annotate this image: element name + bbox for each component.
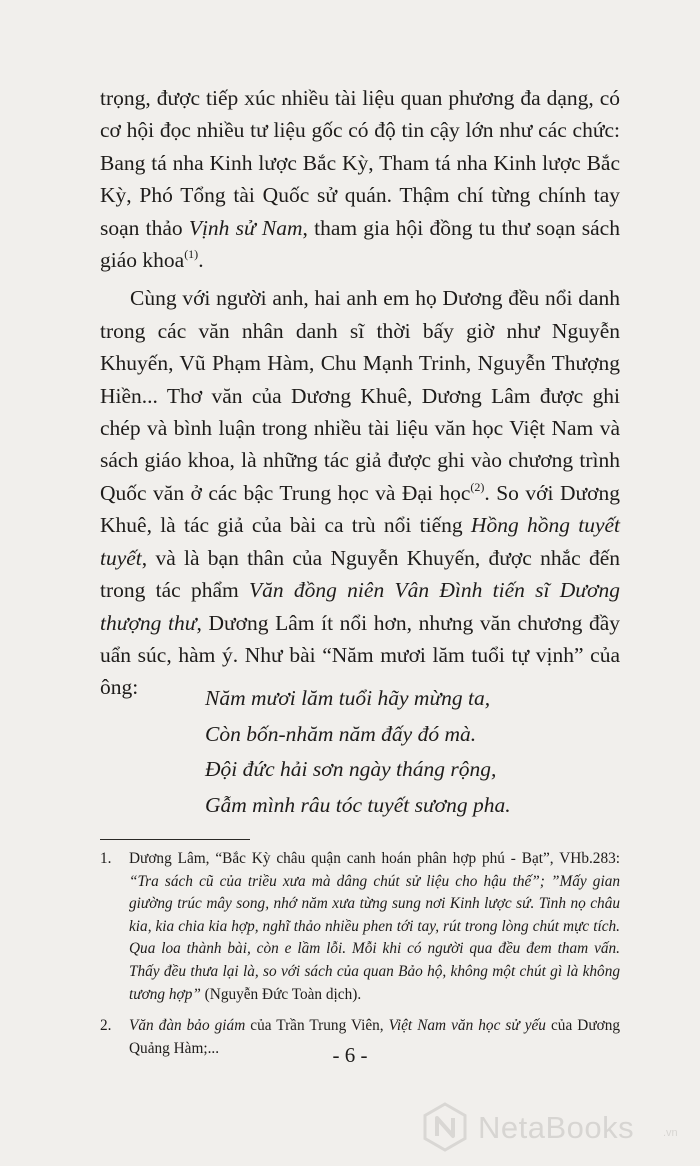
text-run: của Dương Quảng Hàm;... — [129, 1017, 620, 1057]
poem-block — [205, 681, 620, 823]
footnote-number: 1. — [100, 850, 112, 867]
text-run: Dương Lâm, “Bắc Kỳ châu quận canh hoán phân hợp phú - Bạt”, VHb.283: — [129, 850, 620, 867]
quote-italic: “Tra sách cũ của triều xưa mà dâng chút sử liệu cho hậu thế”; ”Mấy gian giường trúc mây song, nhớ năm xưa từng sung nơi Kinh lược sứ. Tinh nọ châu kia, kia chia kia hợp, nghĩ thảo nhiều phen tới tay, rút trong lòng chút mực tích. Qua loa thành bài, còn e lầm lỗi. Mỗi khi có người qua đều đem tham vấn. Thấy đều thưa lại là, so với sách của quan Bảo hộ, không một chút gì là không tương hợp” — [129, 872, 620, 1003]
footnote-1 — [100, 848, 620, 1006]
watermark — [420, 1098, 700, 1158]
text-run: (Nguyễn Đức Toàn dịch). — [200, 985, 362, 1003]
watermark-text: NetaBooks — [478, 1110, 635, 1145]
page-number: - 6 - — [332, 1043, 368, 1067]
text-run: trọng, được tiếp xúc nhiều tài liệu quan phương đa dạng, có cơ hội đọc nhiều tư liệu gốc có độ tin cậy lớn như các chức: Bang tá nha Kinh lược Bắc Kỳ, Tham tá nha Kinh lược Bắc Kỳ, Phó Tổng tài Quốc sử quán. Thậm chí từng chính tay soạn thảo — [100, 86, 620, 240]
work-title: Vịnh sử Nam — [188, 215, 303, 240]
footnote-number: 2. — [100, 1017, 112, 1035]
poem-line: Gẫm mình râu tóc tuyết sương pha. — [205, 792, 511, 817]
text-run: , và là bạn thân của Nguyễn Khuyến, được nhắc đến trong tác phẩm — [100, 545, 620, 603]
text-run: . So với Dương Khuê, là tác giả của bài ca trù nổi tiếng — [100, 480, 620, 538]
text-run: . — [198, 248, 204, 273]
paragraph-1 — [100, 82, 620, 276]
poem-line: Còn bốn-nhăm năm đấy đó mà. — [205, 721, 477, 746]
watermark-suffix: .vn — [663, 1127, 678, 1139]
footnote-ref-2[interactable]: (2) — [470, 479, 485, 494]
text-run: Cùng với người anh, hai anh em họ Dương đều nổi danh trong các văn nhân danh sĩ thời bấy giờ như Nguyễn Khuyến, Vũ Phạm Hàm, Chu Mạnh Trinh, Nguyễn Thượng Hiền... Thơ văn của Dương Khuê, Dương Lâm được ghi chép và bình luận trong nhiều tài liệu văn học Việt Nam và sách giáo khoa, là những tác giả được ghi vào chương trình Quốc văn ở các bậc Trung học và Đại học — [100, 286, 620, 505]
poem-line: Năm mươi lăm tuổi hãy mừng ta, — [205, 686, 491, 710]
footnote-ref-1[interactable]: (1) — [184, 246, 199, 261]
footnotes — [100, 848, 620, 1060]
text-run: , Dương Lâm ít nổi hơn, nhưng văn chương đầy uẩn súc, hàm ý. Như bài “Năm mươi lăm tuổi tự vịnh” của ông: — [100, 610, 620, 700]
poem-line: Đội đức hải sơn ngày tháng rộng, — [205, 757, 497, 781]
text-run: , tham gia hội đồng tu thư soạn sách giáo khoa — [100, 215, 620, 273]
work-title: Văn đồng niên Vân Đình tiến sĩ Dương thượng thư — [100, 578, 620, 635]
body-text — [100, 82, 620, 704]
netabooks-logo-icon — [420, 1102, 470, 1152]
work-title: Văn đàn bảo giám — [129, 1017, 246, 1035]
paragraph-2 — [100, 282, 620, 703]
footnote-divider — [100, 839, 250, 840]
work-title: Việt Nam văn học sử yếu — [388, 1017, 546, 1035]
work-title: Hồng hồng tuyết tuyết — [100, 513, 620, 570]
text-run: của Trần Trung Viên, — [245, 1017, 389, 1035]
